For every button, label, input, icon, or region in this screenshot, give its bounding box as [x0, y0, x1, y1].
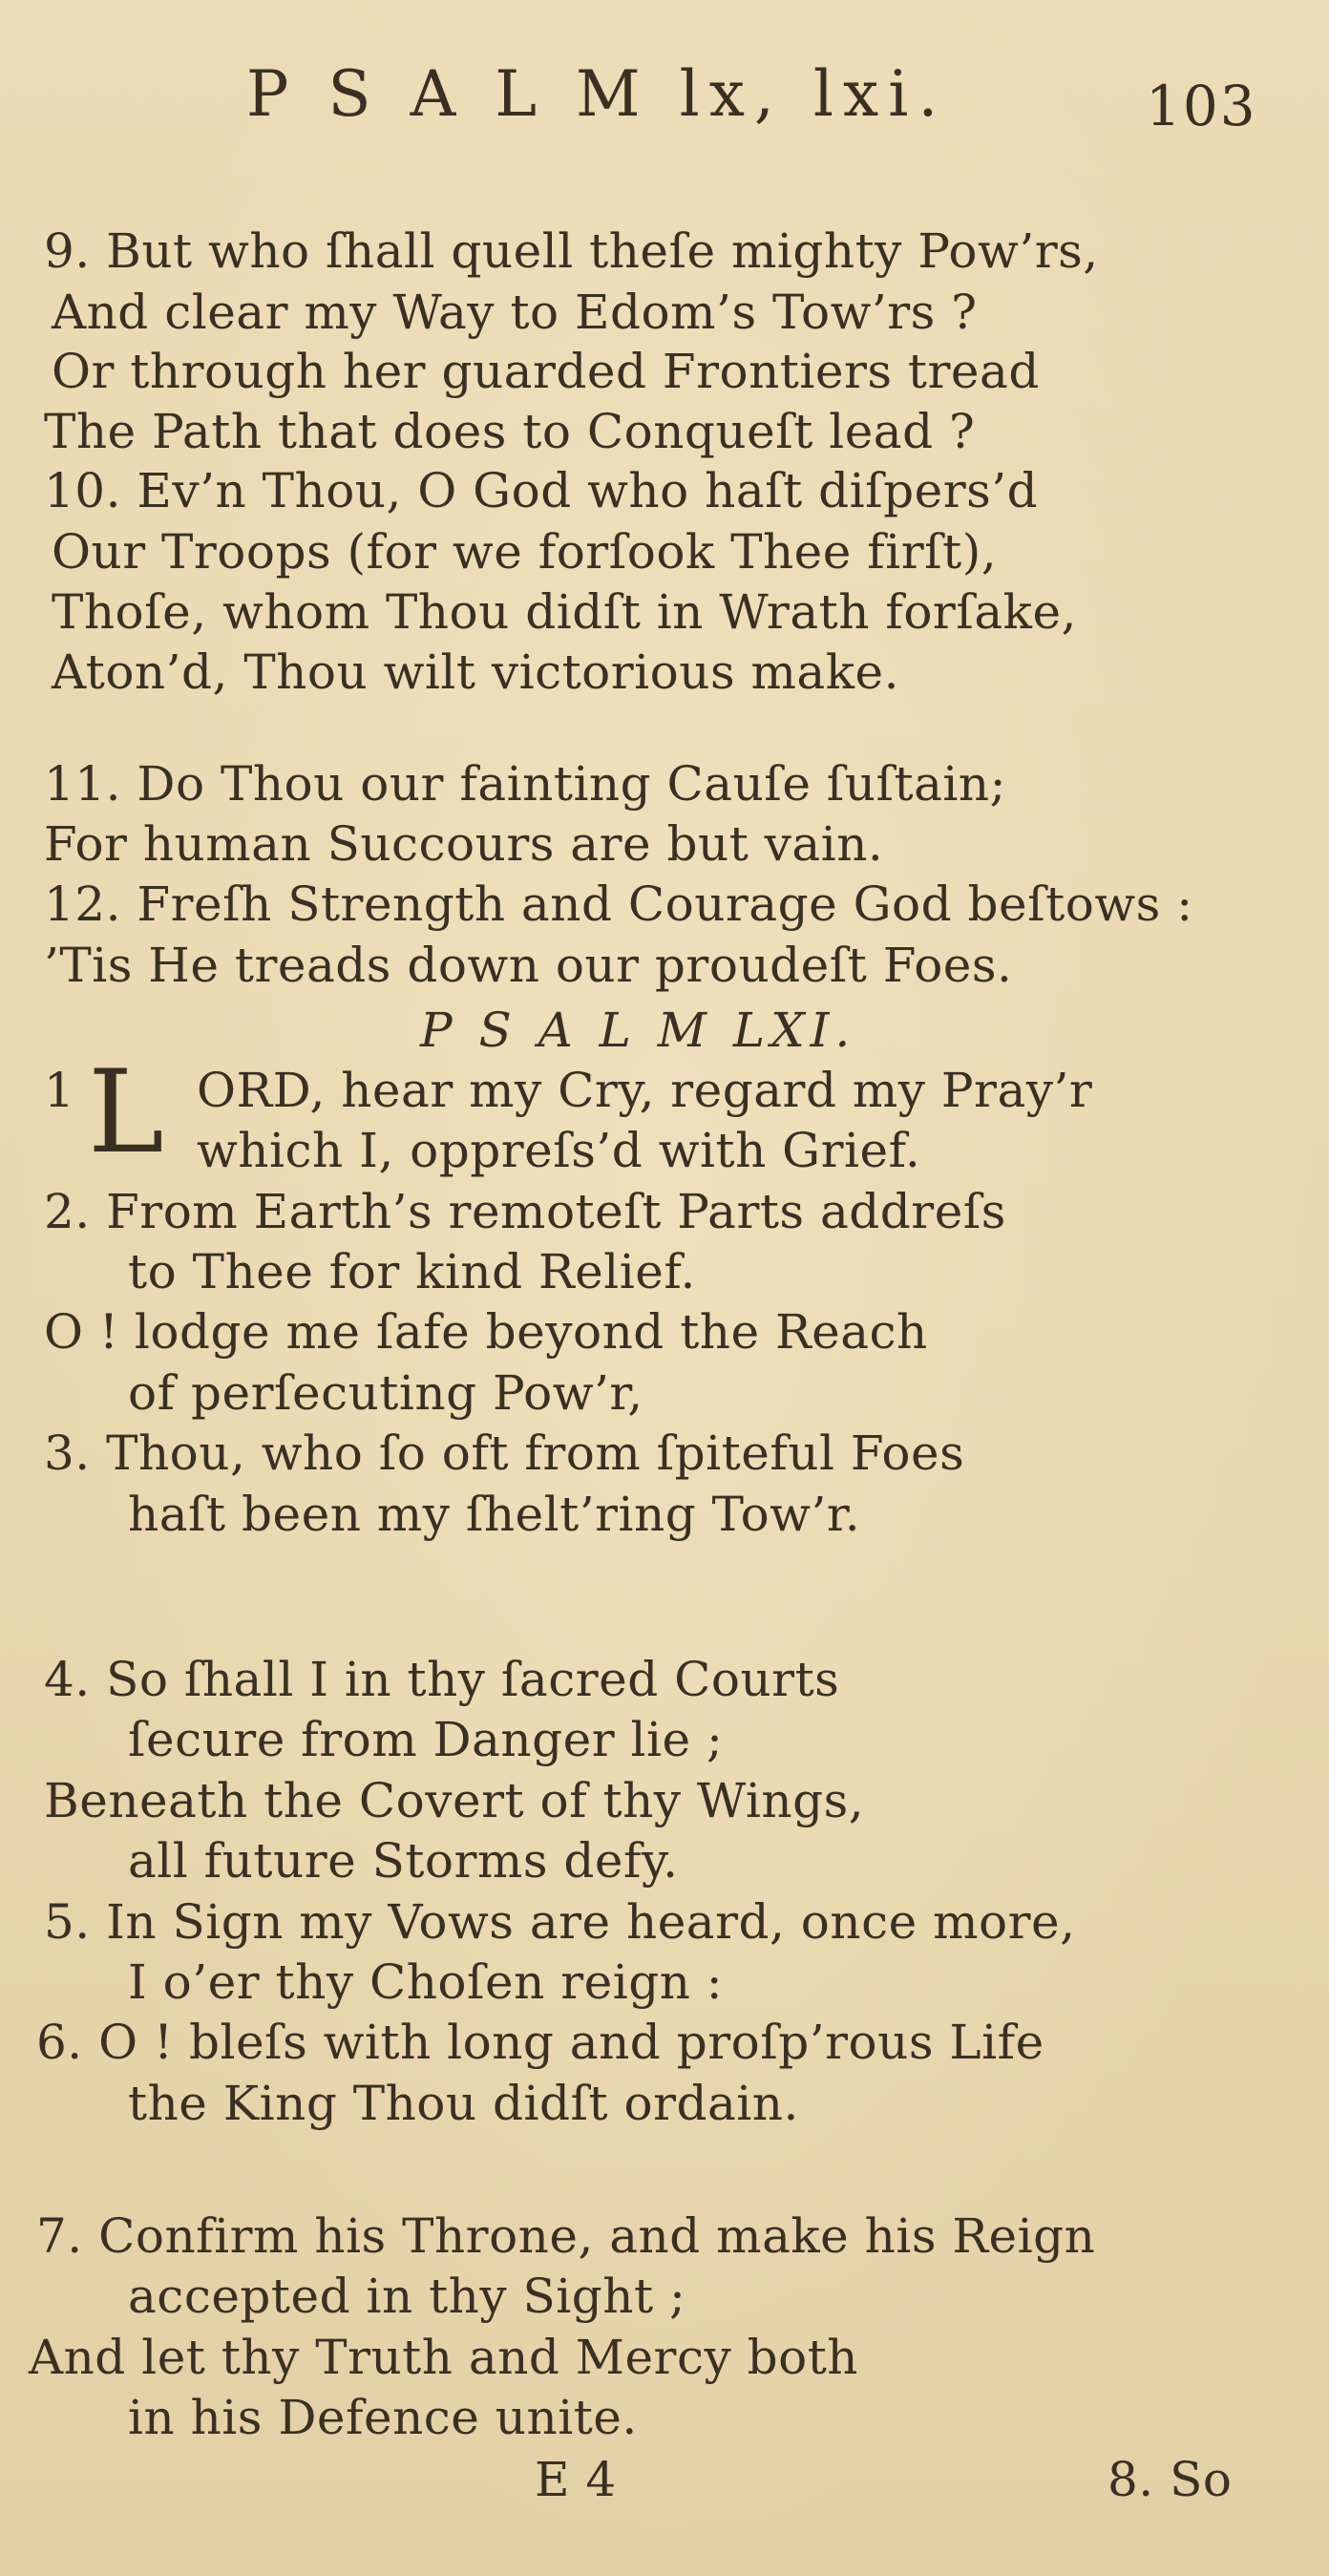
verse-line: 9. But who ſhall quell theſe mighty Pow’rs,	[44, 223, 1099, 279]
verse-line: in his Defence unite.	[128, 2390, 638, 2445]
verse-line: 10. Ev’n Thou, O God who haſt diſpers’d	[44, 463, 1039, 518]
verse-line: Or through her guarded Frontiers tread	[52, 344, 1040, 399]
verse-line: O ! lodge me ſafe beyond the Reach	[44, 1304, 928, 1360]
verse-line: all future Storms defy.	[128, 1833, 679, 1889]
verse-line: I o’er thy Choſen reign :	[128, 1954, 724, 2010]
verse-line: 11. Do Thou our fainting Cauſe ſuſtain;	[44, 756, 1006, 812]
verse-line: haſt been my ſhelt’ring Tow’r.	[128, 1487, 861, 1542]
verse-line: 2. From Earth’s remoteſt Parts addreſs	[44, 1184, 1006, 1239]
verse-line: And let thy Truth and Mercy both	[29, 2330, 859, 2385]
verse-line: And clear my Way to Edom’s Tow’rs ?	[52, 285, 978, 340]
verse-line: 4. So ſhall I in thy ſacred Courts	[44, 1652, 840, 1707]
verse-line: of perſecuting Pow’r,	[128, 1365, 643, 1421]
verse-line: ’Tis He treads down our proudeſt Foes.	[44, 938, 1013, 993]
running-head: P S A L M lx, lxi.	[246, 57, 948, 131]
verse-line: 6. O ! bleſs with long and proſp’rous Life	[36, 2015, 1044, 2070]
verse-line: ſecure from Danger lie ;	[128, 1712, 724, 1767]
verse-line: Aton’d, Thou wilt victorious make.	[52, 644, 900, 700]
verse-line: the King Thou didſt ordain.	[128, 2076, 799, 2131]
verse-line: 3. Thou, who ſo oft from ſpiteful Foes	[44, 1425, 965, 1481]
verse-line: The Path that does to Conqueſt lead ?	[44, 404, 976, 459]
verse-line: Beneath the Covert of thy Wings,	[44, 1773, 865, 1828]
verse-line: 12. Freſh Strength and Courage God beſtows :	[44, 876, 1193, 932]
verse-line: Thoſe, whom Thou didſt in Wrath forſake,	[52, 584, 1077, 640]
verse-line: ORD, hear my Cry, regard my Pray’r	[197, 1063, 1093, 1118]
drop-cap: L	[88, 1046, 164, 1179]
page-number: 103	[1146, 74, 1257, 138]
verse-line: For human Succours are but vain.	[44, 816, 884, 872]
verse-number: 1	[44, 1063, 75, 1118]
psalm-title: P S A L M LXI.	[420, 1003, 856, 1058]
signature-mark: E 4	[535, 2452, 617, 2507]
verse-line: 7. Confirm his Throne, and make his Reign	[36, 2208, 1096, 2264]
verse-line: to Thee for kind Relief.	[128, 1244, 696, 1299]
verse-line: 5. In Sign my Vows are heard, once more,	[44, 1894, 1076, 1950]
verse-line: which I, oppreſs’d with Grief.	[197, 1123, 921, 1178]
verse-line: accepted in thy Sight ;	[128, 2269, 686, 2324]
catchword: 8. So	[1108, 2452, 1233, 2507]
verse-line: Our Troops (for we forſook Thee firſt),	[52, 524, 998, 580]
